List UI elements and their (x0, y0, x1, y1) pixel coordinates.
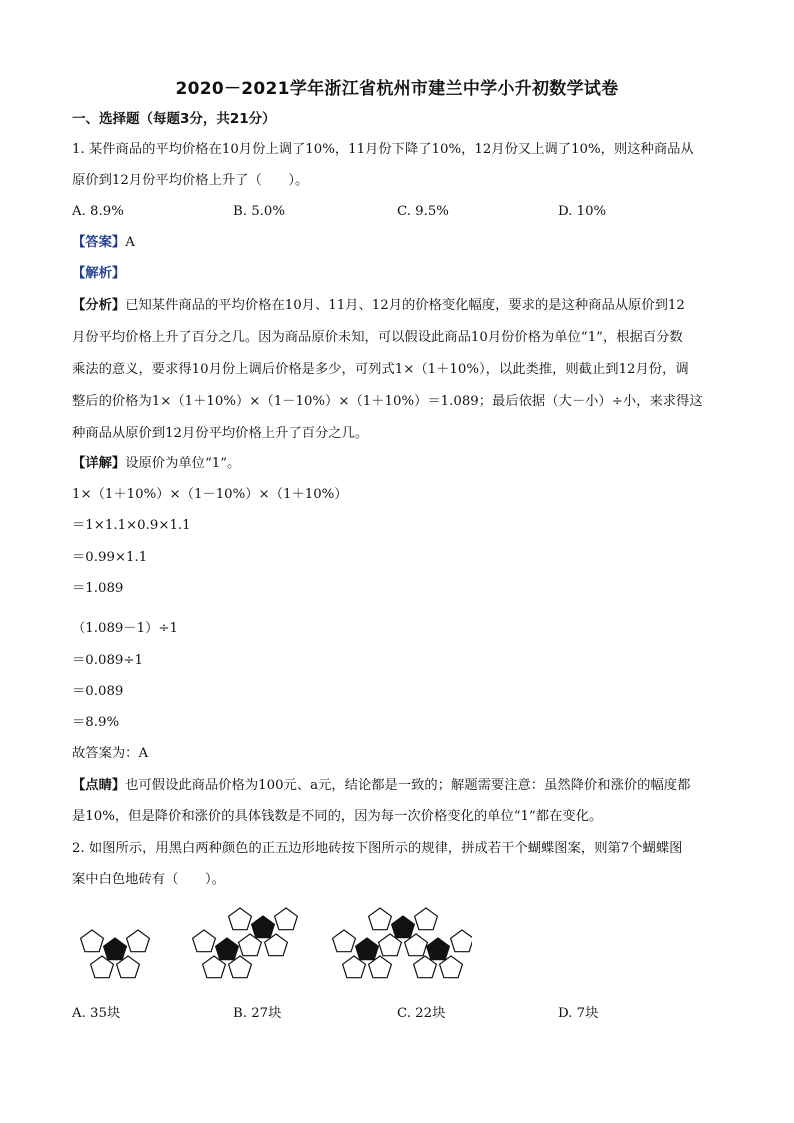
section-heading: 一、选择题（每题3分，共21分） (72, 111, 276, 127)
q2-option-d: D. 7块 (558, 1006, 599, 1021)
q1-option-a: A. 8.9% (72, 204, 124, 219)
calc-step: 1×（1＋10%）×（1－10%）×（1＋10%） (72, 487, 348, 502)
calc-step: ＝0.089 (72, 684, 124, 699)
q1-option-c: C. 9.5% (397, 204, 449, 219)
q2-option-c: C. 22块 (397, 1006, 446, 1021)
jiexi-tag: 【解析】 (72, 266, 126, 281)
calc-step: ＝1×1.1×0.9×1.1 (72, 518, 191, 533)
q1-fenxi-line1 (72, 297, 685, 315)
q1-answer-line (72, 234, 135, 252)
fenxi-text-1: 已知某件商品的平均价格在10月、11月、12月的价格变化幅度，要求的是这种商品从原价到12 (125, 298, 685, 313)
answer-value: A (125, 235, 135, 250)
q1-fenxi-line4: 整后的价格为1×（1＋10%）×（1－10%）×（1＋10%）＝1.089；最后依据（大－小）÷小，来求得这 (72, 394, 703, 409)
q2-option-a: A. 35块 (72, 1006, 121, 1021)
q1-fenxi-line3: 乘法的意义，要求得10月份上调后价格是多少，可列式1×（1＋10%），以此类推，则截止到12月份，调 (72, 362, 689, 377)
q1-option-d: D. 10% (558, 204, 607, 219)
q1-stem-line1: 1. 某件商品的平均价格在10月份上调了10%，11月份下降了10%，12月份又上调了10%，则这种商品从 (72, 142, 694, 157)
dianjing-text-1: 也可假设此商品价格为100元、a元，结论都是一致的；解题需要注意：虽然降价和涨价的幅度都 (125, 778, 691, 793)
q1-stem-line2: 原价到12月份平均价格上升了（ ）。 (72, 173, 309, 188)
calc-step: ＝1.089 (72, 581, 124, 596)
q1-dianjing-line1 (72, 777, 690, 795)
q2-option-b: B. 27块 (233, 1006, 282, 1021)
calc-step: ＝0.99×1.1 (72, 550, 148, 565)
fenxi-tag: 【分析】 (72, 298, 126, 313)
q1-xiangjie-line (72, 455, 240, 473)
dianjing-tag: 【点睛】 (72, 778, 126, 793)
q1-dianjing-line2: 是10%，但是降价和涨价的具体钱数是不同的，因为每一次价格变化的单位“1”都在变化。 (72, 809, 603, 824)
q1-fenxi-line2: 月份平均价格上升了百分之几。因为商品原价未知，可以假设此商品10月份价格为单位“1”，根据百分数 (72, 330, 683, 345)
butterfly-figure-3 (333, 908, 472, 978)
xiangjie-tag: 【详解】 (72, 456, 126, 471)
q1-option-b: B. 5.0% (233, 204, 286, 219)
answer-tag: 【答案】 (72, 235, 126, 250)
calc-step: ＝0.089÷1 (72, 653, 143, 668)
q1-fenxi-line5: 种商品从原价到12月份平均价格上升了百分之几。 (72, 426, 369, 441)
butterfly-figure-1 (81, 930, 150, 978)
q2-stem-line2: 案中白色地砖有（ ）。 (72, 872, 225, 887)
q1-jiexi-line (72, 265, 125, 283)
final-answer: 故答案为：A (72, 746, 149, 761)
calc-step: （1.089－1）÷1 (72, 621, 179, 636)
calc-step: ＝8.9% (72, 715, 120, 730)
xiangjie-text: 设原价为单位“1”。 (125, 456, 241, 471)
butterfly-figure-2 (193, 908, 298, 978)
butterfly-pattern-figure (72, 900, 472, 990)
document-title: 2020－2021学年浙江省杭州市建兰中学小升初数学试卷 (175, 79, 619, 99)
q2-stem-line1: 2. 如图所示，用黑白两种颜色的正五边形地砖按下图所示的规律，拼成若干个蝴蝶图案，则第7个蝴蝶图 (72, 841, 683, 856)
